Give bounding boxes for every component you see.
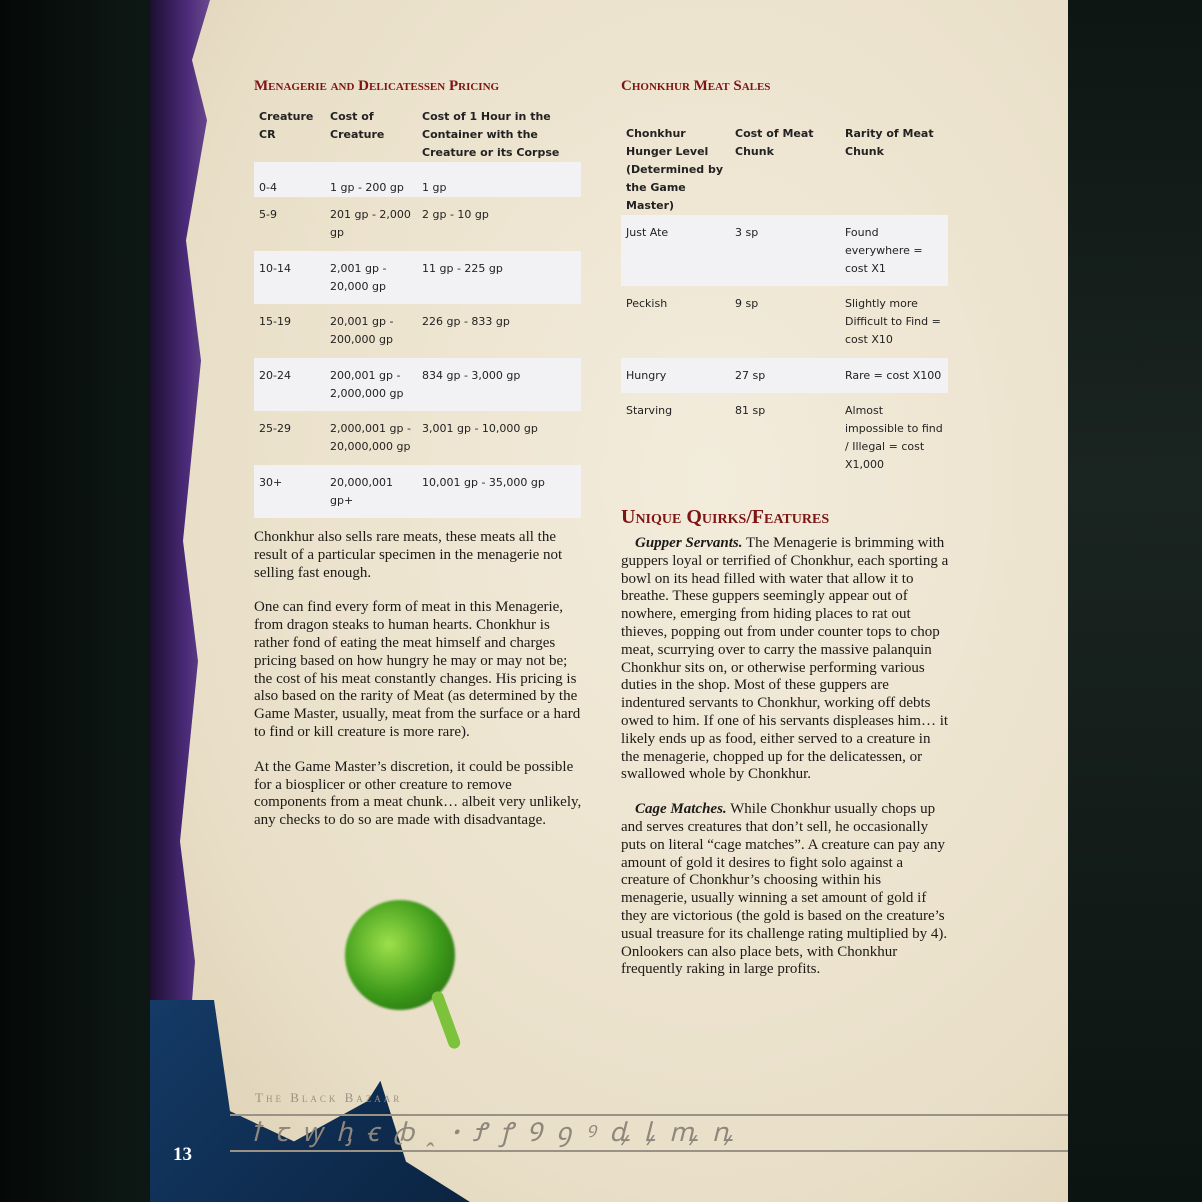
table-cell: 25-29 xyxy=(259,422,291,435)
table-cell: 3 sp xyxy=(730,215,840,286)
quirk-text: While Chonkhur usually chops up and serves creatures that don’t sell, he occasionally puts on literal “cage matches”. A creature can pay any amount of gold it desires to fight solo against a creature of Chonkhur’s choosing within his menagerie, usually winning a set amount of gold if they are victorious (the gold is based on the creature’s usual treasure for its challenge rating multiplied by 4). Onlookers can also place bets, with Chonkhur frequently raking in large profits. xyxy=(621,801,948,978)
left-table-title: Menagerie and Delicatessen Pricing xyxy=(254,78,500,94)
col-header: Cost of Creature xyxy=(330,110,385,141)
table-row xyxy=(621,393,948,474)
table-cell: 2,001 gp - 20,000 gp xyxy=(325,251,417,304)
table-cell: 9 sp xyxy=(735,297,759,310)
table-row xyxy=(254,162,581,197)
col-header: Chonkhur Hunger Level (Determined by the Game Master) xyxy=(626,127,724,212)
table-cell: Slightly more Difficult to Find = cost X10 xyxy=(845,297,941,346)
table-row xyxy=(254,411,581,465)
quirk-cage-matches xyxy=(621,801,951,979)
col-header: Creature CR xyxy=(259,110,314,141)
table-cell: Hungry xyxy=(621,358,730,393)
table-cell: 11 gp - 225 gp xyxy=(417,251,581,304)
table-row xyxy=(254,304,581,358)
paragraph: Chonkhur also sells rare meats, these meats all the result of a particular specimen in the menagerie not selling fast enough. xyxy=(254,529,563,581)
table-row xyxy=(254,197,581,251)
table-cell: 0-4 xyxy=(254,162,325,197)
table-cell: 15-19 xyxy=(259,315,291,328)
meat-sales-table xyxy=(621,125,948,474)
table-cell: Starving xyxy=(626,404,673,417)
table-cell: 1 gp - 200 gp xyxy=(325,162,417,197)
book-title-footer: The Black Bazaar xyxy=(255,1090,403,1105)
table-cell: 834 gp - 3,000 gp xyxy=(417,358,581,411)
table-cell: 1 gp xyxy=(417,162,581,197)
table-cell: 226 gp - 833 gp xyxy=(422,315,510,328)
table-cell: 2 gp - 10 gp xyxy=(422,208,489,221)
table-row xyxy=(254,465,581,518)
page-number: 13 xyxy=(173,1144,192,1165)
col-header: Cost of 1 Hour in the Container with the Creature or its Corpse xyxy=(422,110,560,159)
table-cell: 2,000,001 gp - 20,000,000 gp xyxy=(330,422,411,453)
table-row xyxy=(254,358,581,411)
table-cell: 200,001 gp - 2,000,000 gp xyxy=(325,358,417,411)
paragraph: One can find every form of meat in this Menagerie, from dragon steaks to human hearts. Chonkhur is rather fond of eating the meat himself and charges pricing based on how hungry he may or may not be; the cost of his meat constantly changes. His pricing is also based on the rarity of Meat (as determined by the Game Master, usually, meat from the surface or a hard to find or kill creature is more rare). xyxy=(254,599,581,740)
table-cell: 10-14 xyxy=(254,251,325,304)
col-header: Rarity of Meat Chunk xyxy=(845,127,934,158)
table-cell: 20,000,001 gp+ xyxy=(325,465,417,518)
col-header: Cost of Meat Chunk xyxy=(735,127,814,158)
table-cell: 30+ xyxy=(254,465,325,518)
quirk-gupper-servants xyxy=(621,535,951,784)
table-cell: 3,001 gp - 10,000 gp xyxy=(422,422,538,435)
quirk-lead: Gupper Servants. xyxy=(635,535,743,551)
table-cell: Just Ate xyxy=(621,215,730,286)
table-cell: 10,001 gp - 35,000 gp xyxy=(417,465,581,518)
background-right xyxy=(1068,0,1202,1202)
table-cell: 5-9 xyxy=(259,208,277,221)
table-row xyxy=(254,251,581,304)
right-table-title: Chonkhur Meat Sales xyxy=(621,78,771,94)
table-cell: Peckish xyxy=(626,297,668,310)
quirks-body xyxy=(621,535,951,996)
table-cell: Found everywhere = cost X1 xyxy=(840,215,948,286)
table-row xyxy=(621,358,948,393)
rune-band: ꝉꞇꝡꞕꞓꞗꞈꞏꝬꝭꝮꝯꝰꝱꝲꝳꝴ xyxy=(230,1114,1068,1152)
table-cell: Rare = cost X100 xyxy=(840,358,948,393)
left-body xyxy=(254,529,584,847)
table-cell: Almost impossible to find / Illegal = cost X1,000 xyxy=(845,404,943,471)
quirk-lead: Cage Matches. xyxy=(635,801,727,818)
table-cell: 201 gp - 2,000 gp xyxy=(330,208,411,239)
quirk-text: The Menagerie is brimming with guppers loyal or terrified of Chonkhur, each sporting a bowl on its head filled with water that allow it to breathe. These guppers seemingly appear out of nowhere, emerging from hiding places to rat out thieves, popping out from under counter tops to chop meat, scurrying over to carry the massive palanquin Chonkhur sits on, or otherwise performing various duties in the shop. Most of these guppers are indentured servants to Chonkhur, working off debts owed to him. If one of his servants displeases him… it likely ends up as food, either served to a creature in the menagerie, chopped up for the delicatessen, or swallowed whole by Chonkhur. xyxy=(621,535,949,783)
table-row xyxy=(621,215,948,286)
paragraph: At the Game Master’s discretion, it could be possible for a biosplicer or other creature to remove components from a meat chunk… albeit very unlikely, any checks to do so are made with disadvantage. xyxy=(254,758,582,829)
table-cell: 20,001 gp - 200,000 gp xyxy=(330,315,394,346)
pricing-table xyxy=(254,108,581,518)
quirks-heading: Unique Quirks/Features xyxy=(621,506,830,528)
table-cell: 20-24 xyxy=(254,358,325,411)
table-cell: 27 sp xyxy=(730,358,840,393)
table-row xyxy=(621,286,948,358)
table-cell: 81 sp xyxy=(735,404,766,417)
